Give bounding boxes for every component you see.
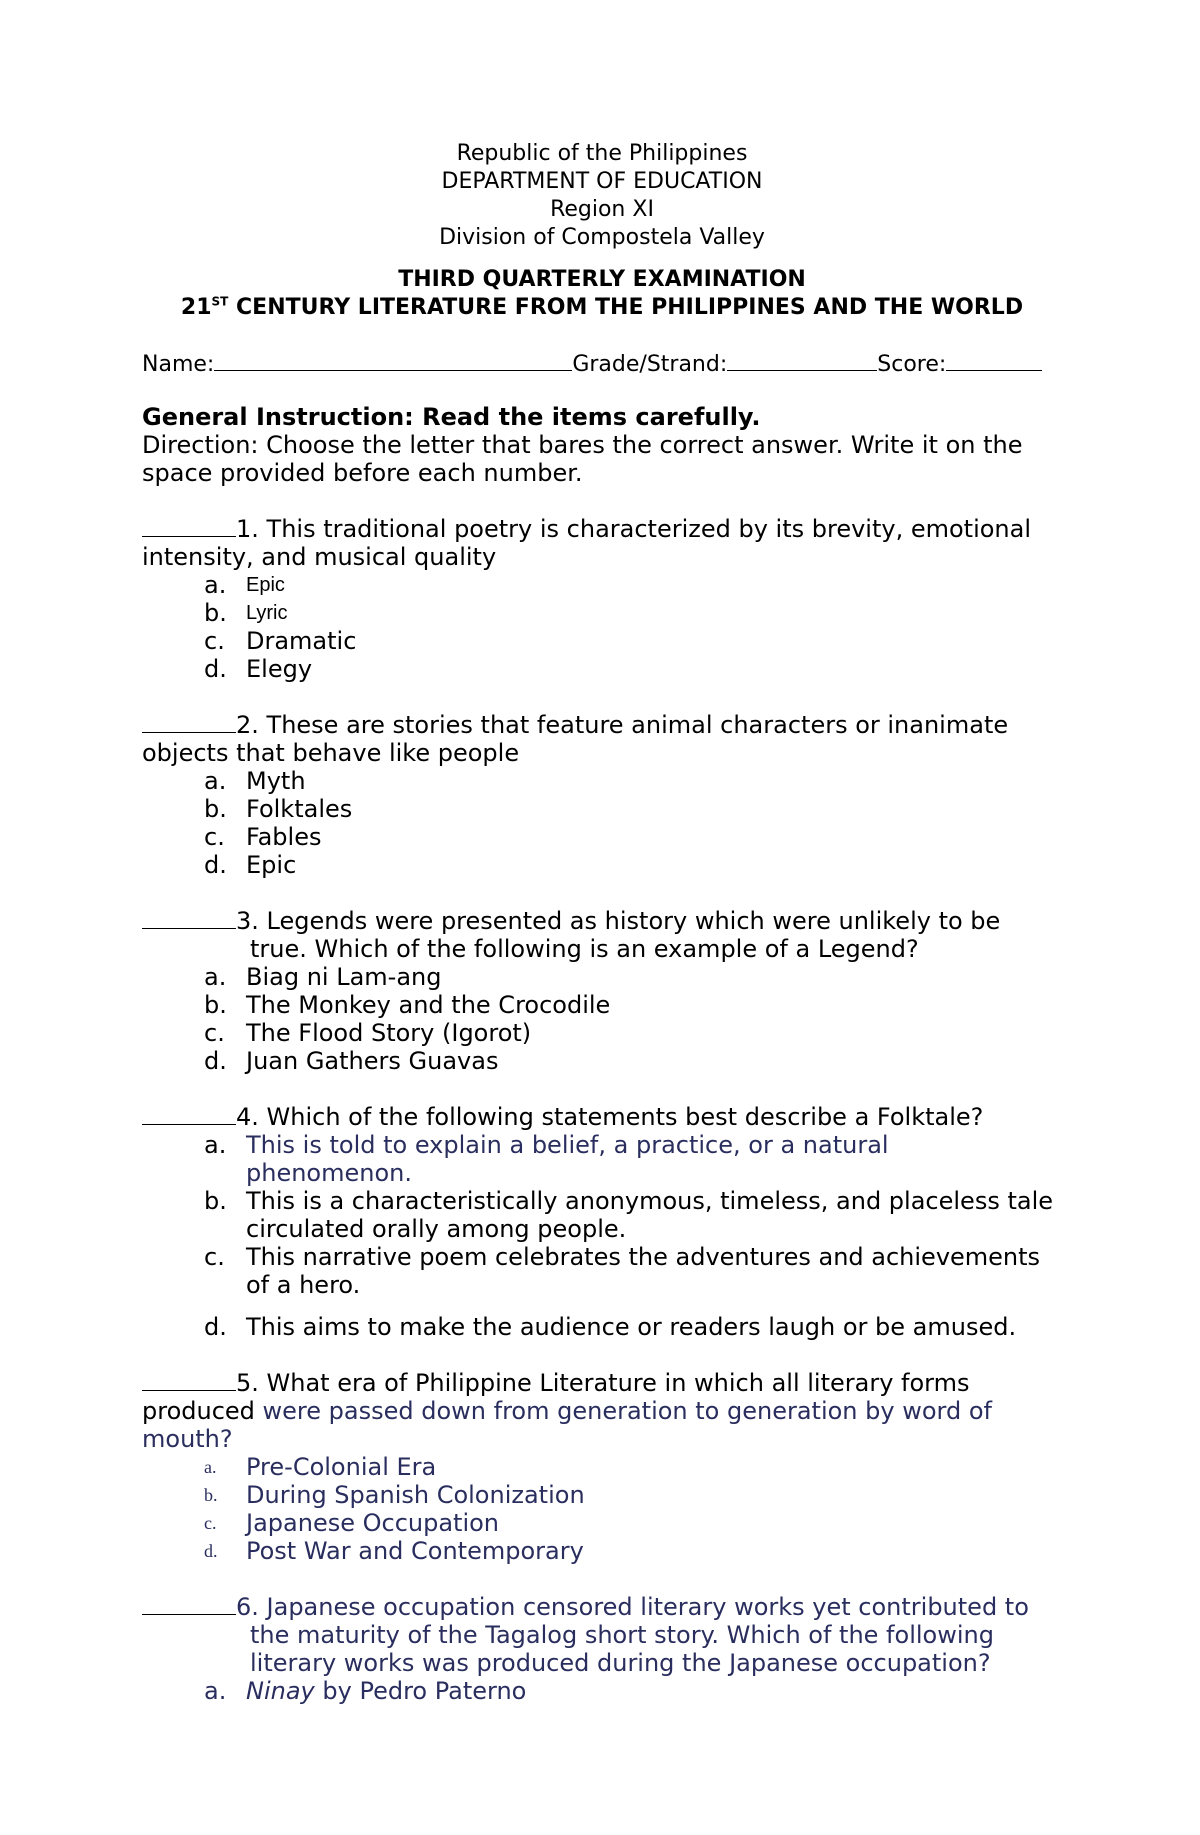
choice-d: d. Juan Gathers Guavas xyxy=(204,1047,499,1075)
answer-blank[interactable] xyxy=(142,1104,236,1125)
question-3 xyxy=(142,907,1062,1075)
question-stem: 2. These are stories that feature animal characters or inanimate objects that behave like people xyxy=(142,711,1009,767)
choice-d: d. Elegy xyxy=(204,655,313,683)
choice-b: b. This is a characteristically anonymous, timeless, and placeless tale circulated orally among people. xyxy=(204,1187,1053,1243)
choice-list xyxy=(142,1131,1062,1341)
score-blank[interactable] xyxy=(946,350,1042,371)
choice-b: b. Lyric xyxy=(204,599,288,627)
exam-page xyxy=(142,140,1062,1705)
choice-d: d. This aims to make the audience or readers laugh or be amused. xyxy=(204,1313,1017,1341)
choice-c: c. Fables xyxy=(204,823,322,851)
question-4 xyxy=(142,1103,1062,1341)
general-instruction: General Instruction: Read the items carefully. xyxy=(142,403,761,431)
answer-blank[interactable] xyxy=(142,908,236,929)
name-blank[interactable] xyxy=(214,350,572,371)
choice-b: b. Folktales xyxy=(204,795,353,823)
choice-a: a. This is told to explain a belief, a practice, or a natural phenomenon. xyxy=(204,1131,889,1187)
choice-list xyxy=(142,571,1062,683)
direction-text: Direction: Choose the letter that bares the correct answer. Write it on the space provided before each number. xyxy=(142,431,1023,487)
instructions xyxy=(142,403,1062,487)
choice-b: b. The Monkey and the Crocodile xyxy=(204,991,611,1019)
choice-a: a. Epic xyxy=(204,571,285,599)
document-header xyxy=(142,140,1062,252)
student-info-line xyxy=(142,350,1062,379)
exam-title-block xyxy=(142,266,1062,322)
name-label: Name: xyxy=(142,352,215,377)
choice-c: c. Japanese Occupation xyxy=(204,1509,500,1537)
exam-title: THIRD QUARTERLY EXAMINATION xyxy=(398,267,806,292)
grade-strand-blank[interactable] xyxy=(727,350,877,371)
header-division: Division of Compostela Valley xyxy=(439,225,765,250)
choice-b: b. During Spanish Colonization xyxy=(204,1481,585,1509)
choice-a: a. Ninay by Pedro Paterno xyxy=(204,1677,527,1705)
question-stem: 1. This traditional poetry is characterized by its brevity, emotional intensity, and musical quality xyxy=(142,515,1032,571)
question-2 xyxy=(142,711,1062,879)
question-1 xyxy=(142,515,1062,683)
answer-blank[interactable] xyxy=(142,712,236,733)
choice-a: a. Biag ni Lam-ang xyxy=(204,963,442,991)
choice-list xyxy=(142,1453,1062,1565)
choice-list xyxy=(142,767,1062,879)
score-label: Score: xyxy=(877,352,947,377)
choice-c: c. This narrative poem celebrates the adventures and achievements of a hero. xyxy=(204,1243,1041,1299)
header-republic: Republic of the Philippines xyxy=(456,141,748,166)
choice-a: a. Pre-Colonial Era xyxy=(204,1453,437,1481)
question-stem: 5. What era of Philippine Literature in which all literary forms produced were passed down from generation to generation by word of mouth? xyxy=(142,1369,992,1453)
question-stem: 4. Which of the following statements best describe a Folktale? xyxy=(142,1103,1062,1131)
choice-c: c. Dramatic xyxy=(204,627,357,655)
grade-strand-label: Grade/Strand: xyxy=(572,352,728,377)
answer-blank[interactable] xyxy=(142,1370,236,1391)
question-stem: 6. Japanese occupation censored literary works yet contributed to the maturity of the Tagalog short story. Which of the following literary works was produced during the Japanese occupation? xyxy=(142,1593,1062,1677)
question-stem: 3. Legends were presented as history which were unlikely to be true. Which of the following is an example of a Legend? xyxy=(142,907,1062,963)
header-region: Region XI xyxy=(550,197,654,222)
choice-d: d. Epic xyxy=(204,851,297,879)
choice-list xyxy=(142,963,1062,1075)
choice-c: c. The Flood Story (Igorot) xyxy=(204,1019,532,1047)
exam-subject: 21ST CENTURY LITERATURE FROM THE PHILIPPINES AND THE WORLD xyxy=(180,294,1024,320)
choice-list xyxy=(142,1677,1062,1705)
header-department: DEPARTMENT OF EDUCATION xyxy=(441,169,763,194)
choice-a: a. Myth xyxy=(204,767,306,795)
answer-blank[interactable] xyxy=(142,516,236,537)
question-6 xyxy=(142,1593,1062,1705)
answer-blank[interactable] xyxy=(142,1594,236,1615)
question-5 xyxy=(142,1369,1062,1565)
choice-d: d. Post War and Contemporary xyxy=(204,1537,584,1565)
